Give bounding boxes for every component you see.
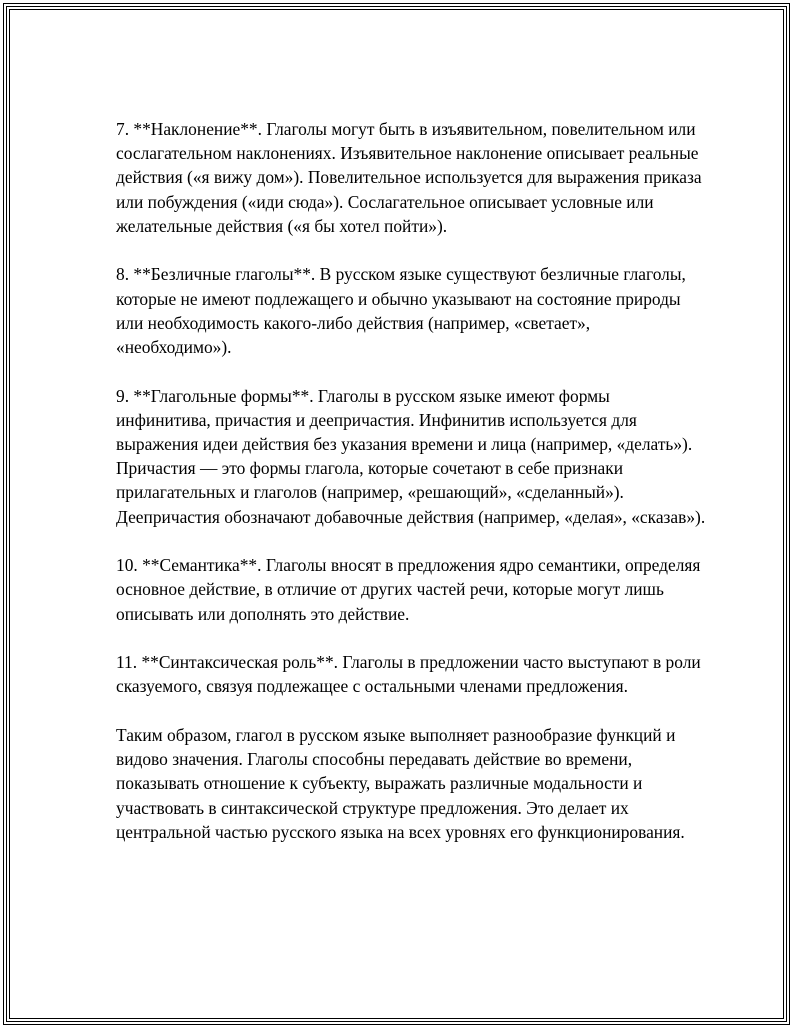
paragraph-syntactic-role: 11. **Синтаксическая роль**. Глаголы в предложении часто выступают в роли сказуемого, связуя подлежащее с остальными членами предложения. bbox=[116, 652, 701, 697]
document-body bbox=[116, 117, 706, 844]
paragraph-mood: 7. **Наклонение**. Глаголы могут быть в изъявительном, повелительном или сослагательном наклонениях. Изъявительное наклонение описывает реальные действия («я вижу дом»). Повелительное используется для выражения приказа или побуждения («иди сюда»). Сослагательное описывает условные или желательные действия («я бы хотел пойти»). bbox=[116, 119, 702, 236]
paragraph-semantics: 10. **Семантика**. Глаголы вносят в предложения ядро семантики, определяя основное действие, в отличие от других частей речи, которые могут лишь описывать или дополнять это действие. bbox=[116, 555, 701, 624]
paragraph-verb-forms: 9. **Глагольные формы**. Глаголы в русском языке имеют формы инфинитива, причастия и деепричастия. Инфинитив используется для выражения идеи действия без указания времени и лица (например, «делать»). Причастия — это формы глагола, которые сочетают в себе признаки прилагательных и глаголов (например, «решающий», «сделанный»). Деепричастия обозначают добавочные действия (например, «делая», «сказав»). bbox=[116, 385, 706, 527]
paragraph-impersonal-verbs: 8. **Безличные глаголы**. В русском языке существуют безличные глаголы, которые не имеют подлежащего и обычно указывают на состояние природы или необходимость какого-либо действия (например, «светает», «необходимо»). bbox=[116, 264, 686, 358]
paragraph-conclusion: Таким образом, глагол в русском языке выполняет разнообразие функций и видово значения. Глаголы способны передавать действие во времени, показывать отношение к субъекту, выражать различные модальности и участвовать в синтаксической структуре предложения. Это делает их центральной частью русского языка на всех уровнях его функционирования. bbox=[116, 725, 685, 842]
